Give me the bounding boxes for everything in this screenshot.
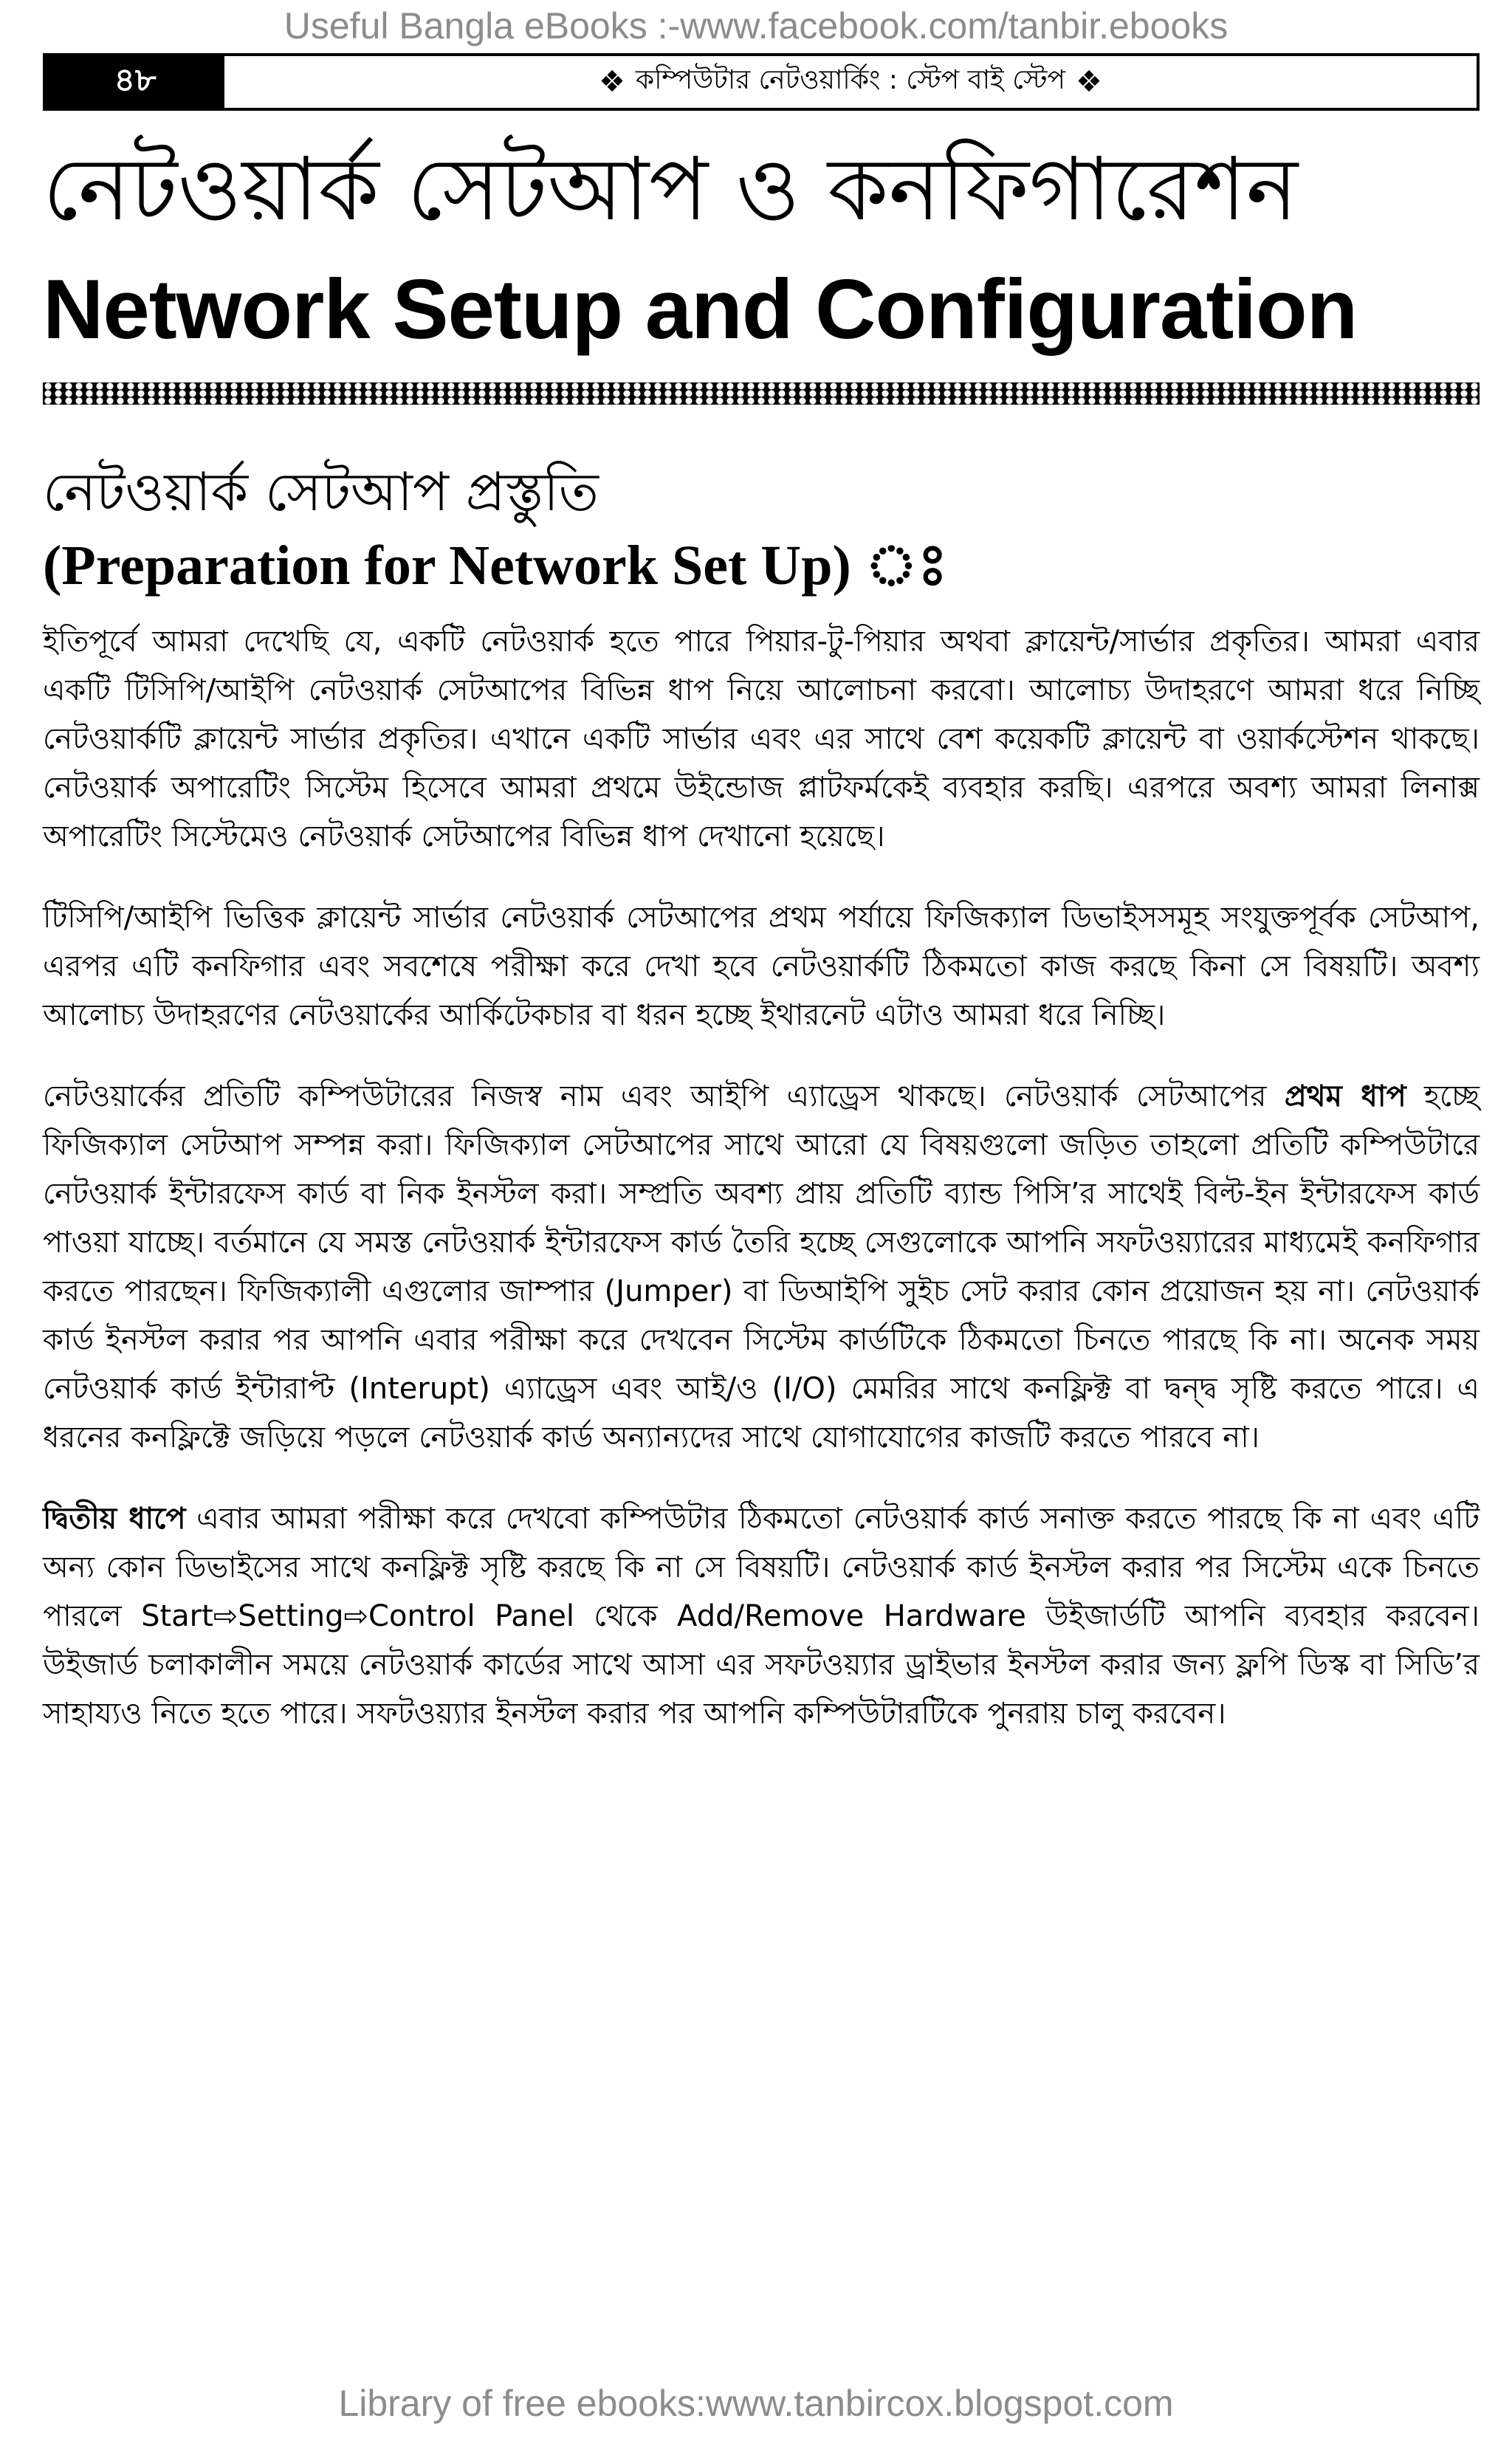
section-heading-bengali: নেটওয়ার্ক সেটআপ প্রস্তুতি	[43, 461, 599, 523]
watermark-bottom: Library of free ebooks:www.tanbircox.blogspot.com	[338, 2383, 1174, 2424]
title-divider	[43, 382, 1480, 405]
paragraph-3	[43, 1072, 1480, 1462]
paragraph-3-part-a: নেটওয়ার্কের প্রতিটি কম্পিউটারের নিজস্ব নাম এবং আইপি এ্যাড্রেস থাকছে। নেটওয়ার্ক সেটআপের	[43, 1079, 1285, 1113]
paragraph-3-part-b: হচ্ছে ফিজিক্যাল সেটআপ সম্পন্ন করা। ফিজিক্যাল সেটআপের সাথে আরো যে বিষয়গুলো জড়িত তাহলো প্রতিটি কম্পিউটারে নেটওয়ার্ক ইন্টারফেস কার্ড বা নিক ইনস্টল করা। সম্প্রতি অবশ্য প্রায় প্রতিটি ব্যান্ড পিসি’র সাথেই বিল্ট-ইন ইন্টারফেস কার্ড পাওয়া যাচ্ছে। বর্তমানে যে সমস্ত নেটওয়ার্ক ইন্টারফেস কার্ড তৈরি হচ্ছে সেগুলোকে আপনি সফটওয়্যারের মাধ্যমেই কনফিগার করতে পারছেন। ফিজিক্যালী এগুলোর জাম্পার (Jumper) বা ডিআইপি সুইচ সেট করার কোন প্রয়োজন হয় না। নেটওয়ার্ক কার্ড ইনস্টল করার পর আপনি এবার পরীক্ষা করে দেখবেন সিস্টেম কার্ডটিকে ঠিকমতো চিনতে পারছে কি না। অনেক সময় নেটওয়ার্ক কার্ড ইন্টারাপ্ট (Interupt) এ্যাড্রেস এবং আই/ও (I/O) মেমরির সাথে কনফ্লিক্ট বা দ্বন্দ্ব সৃষ্টি করতে পারে। এ ধরনের কনফ্লিক্টে জড়িয়ে পড়লে নেটওয়ার্ক কার্ড অন্যান্যদের সাথে যোগাযোগের কাজটি করতে পারবে না।	[43, 1079, 1480, 1455]
running-title	[224, 56, 1477, 108]
watermark-top: Useful Bangla eBooks :-www.facebook.com/tanbir.ebooks	[284, 5, 1228, 47]
section-heading-english: (Preparation for Network Set Up) ঃ	[43, 535, 948, 597]
ornament-right-icon: ❖	[1075, 65, 1102, 99]
running-title-text: কম্পিউটার নেটওয়ার্কিং : স্টেপ বাই স্টেপ	[636, 65, 1065, 95]
paragraph-1: ইতিপূর্বে আমরা দেখেছি যে, একটি নেটওয়ার্ক হতে পারে পিয়ার-টু-পিয়ার অথবা ক্লায়েন্ট/সার্ভার প্রকৃতির। আমরা এবার একটি টিসিপি/আইপি নেটওয়ার্ক সেটআপের বিভিন্ন ধাপ নিয়ে আলোচনা করবো। আলোচ্য উদাহরণে আমরা ধরে নিচ্ছি নেটওয়ার্কটি ক্লায়েন্ট সার্ভার প্রকৃতির। এখানে একটি সার্ভার এবং এর সাথে বেশ কয়েকটি ক্লায়েন্ট বা ওয়ার্কস্টেশন থাকছে। নেটওয়ার্ক অপারেটিং সিস্টেম হিসেবে আমরা প্রথমে উইন্ডোজ প্লাটফর্মকেই ব্যবহার করছি। এরপরে অবশ্য আমরা লিনাক্স অপারেটিং সিস্টেমেও নেটওয়ার্ক সেটআপের বিভিন্ন ধাপ দেখানো হয়েছে।	[43, 625, 1480, 854]
ornament-left-icon: ❖	[599, 65, 626, 99]
chapter-title-bengali: নেটওয়ার্ক সেটআপ ও কনফিগারেশন	[43, 138, 1299, 240]
first-step-bold: প্রথম ধাপ	[1284, 1079, 1406, 1113]
page-number: ৪৮	[46, 56, 224, 108]
page-header	[43, 53, 1480, 111]
paragraph-2: টিসিপি/আইপি ভিত্তিক ক্লায়েন্ট সার্ভার নেটওয়ার্ক সেটআপের প্রথম পর্যায়ে ফিজিক্যাল ডিভাইসসমূহ সংযুক্তপূর্বক সেটআপ, এরপর এটি কনফিগার এবং সবশেষে পরীক্ষা করে দেখা হবে নেটওয়ার্কটি ঠিকমতো কাজ করছে কিনা সে বিষয়টি। অবশ্য আলোচ্য উদাহরণের নেটওয়ার্কের আর্কিটেকচার বা ধরন হচ্ছে ইথারনেট এটাও আমরা ধরে নিচ্ছি।	[43, 901, 1480, 1032]
chapter-title-english: Network Setup and Configuration	[43, 263, 1358, 357]
second-step-bold: দ্বিতীয় ধাপে	[43, 1502, 186, 1536]
paragraph-4	[43, 1494, 1480, 1738]
body-text	[43, 617, 1480, 1771]
paragraph-4-part-a: এবার আমরা পরীক্ষা করে দেখবো কম্পিউটার ঠিকমতো নেটওয়ার্ক কার্ড সনাক্ত করতে পারছে কি না এবং এটি অন্য কোন ডিভাইসের সাথে কনফ্লিক্ট সৃষ্টি করছে কি না সে বিষয়টি। নেটওয়ার্ক কার্ড ইনস্টল করার পর সিস্টেম একে চিনতে পারলে Start⇨Setting⇨Control Panel থেকে Add/Remove Hardware উইজার্ডটি আপনি ব্যবহার করবেন। উইজার্ড চলাকালীন সময়ে নেটওয়ার্ক কার্ডের সাথে আসা এর সফটওয়্যার ড্রাইভার ইনস্টল করার জন্য ফ্লপি ডিস্ক বা সিডি’র সাহায্যও নিতে হতে পারে। সফটওয়্যার ইনস্টল করার পর আপনি কম্পিউটারটিকে পুনরায় চালু করবেন।	[43, 1502, 1480, 1731]
